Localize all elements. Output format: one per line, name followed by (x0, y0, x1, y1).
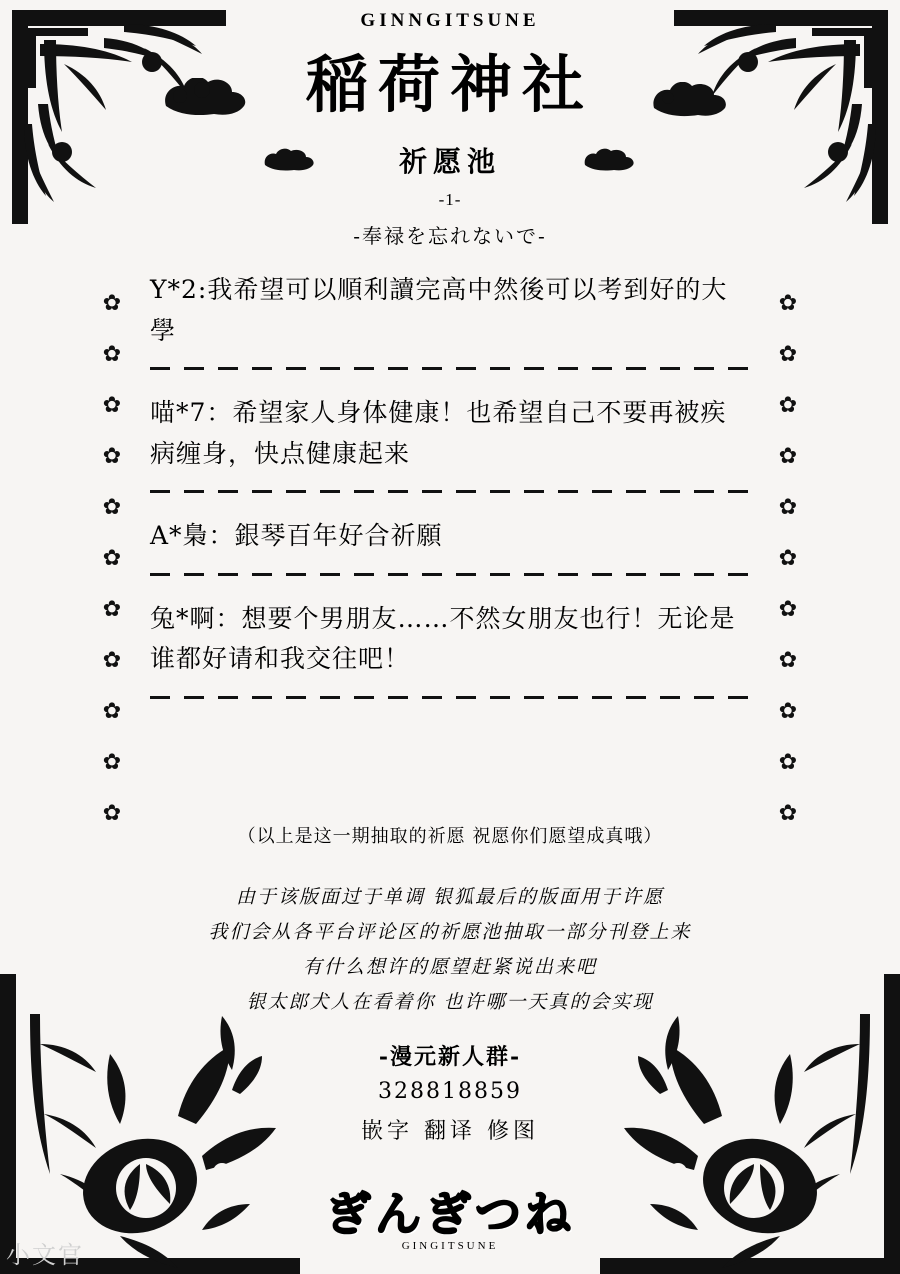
series-logo-subtext: GINGITSUNE (401, 1240, 499, 1252)
flower-icon: ✿ (778, 495, 798, 520)
handwritten-note (0, 880, 900, 1021)
page-title: 稲荷神社 (305, 48, 594, 121)
series-logo (325, 1178, 575, 1252)
wish-entry: Y*2:我希望可以順利讀完高中然後可以考到好的大學 (150, 275, 728, 345)
flower-column-left (95, 278, 129, 839)
flower-icon: ✿ (778, 648, 798, 673)
handwritten-line: 由于该版面过于单调 银狐最后的版面用于许愿 (235, 886, 665, 908)
wish-list-note: （以上是这一期抽取的祈愿 祝愿你们愿望成真哦） (237, 826, 663, 847)
flower-icon: ✿ (778, 750, 798, 775)
wish-entry: 喵*7：希望家人身体健康！也希望自己不要再被疾病缠身，快点健康起来 (150, 398, 727, 468)
wish-divider (150, 563, 750, 587)
flower-icon: ✿ (778, 342, 798, 367)
page-subtitle: 祈愿池 (398, 145, 501, 178)
wish-divider (150, 480, 750, 504)
flower-icon: ✿ (102, 546, 122, 571)
flower-icon: ✿ (778, 444, 798, 469)
handwritten-line: 有什么想许的愿望赶紧说出来吧 (302, 956, 597, 979)
flower-icon: ✿ (102, 699, 122, 724)
flower-icon: ✿ (778, 291, 798, 316)
wish-divider (150, 357, 750, 381)
wish-entry: A*梟：銀琴百年好合祈願 (150, 521, 443, 550)
credits-block (0, 1040, 900, 1145)
flower-icon: ✿ (102, 801, 122, 826)
flower-icon: ✿ (102, 342, 122, 367)
flower-icon: ✿ (778, 801, 798, 826)
flower-icon: ✿ (102, 597, 122, 622)
credits-roles: 嵌字 翻译 修图 (361, 1119, 539, 1144)
credits-qq-number: 328818859 (378, 1079, 522, 1104)
flower-icon: ✿ (778, 597, 798, 622)
page-header (0, 10, 900, 249)
handwritten-line: 我们会从各平台评论区的祈愿池抽取一部分刊登上来 (208, 921, 692, 944)
flower-icon: ✿ (778, 699, 798, 724)
brand-romaji: GINNGITSUNE (360, 10, 540, 31)
flower-icon: ✿ (102, 648, 122, 673)
flower-icon: ✿ (102, 444, 122, 469)
flower-icon: ✿ (102, 291, 122, 316)
flower-column-right (771, 278, 805, 839)
wish-divider (150, 686, 750, 710)
flower-icon: ✿ (102, 750, 122, 775)
wish-entry: 兔*啊：想要个男朋友……不然女朋友也行！无论是谁都好请和我交往吧！ (150, 603, 736, 673)
wish-list (150, 270, 750, 722)
credits-group-name: -漫元新人群- (378, 1044, 522, 1070)
issue-number: -1- (438, 190, 462, 209)
flower-icon: ✿ (102, 393, 122, 418)
watermark: 小文官 (6, 1241, 84, 1269)
flower-icon: ✿ (778, 546, 798, 571)
flower-icon: ✿ (102, 495, 122, 520)
handwritten-line: 银太郎犬人在看着你 也许哪一天真的会实现 (246, 991, 654, 1014)
flower-icon: ✿ (778, 393, 798, 418)
tagline: -奉禄を忘れないで- (353, 224, 547, 248)
series-logo-text: ぎんぎつね (325, 1187, 575, 1241)
